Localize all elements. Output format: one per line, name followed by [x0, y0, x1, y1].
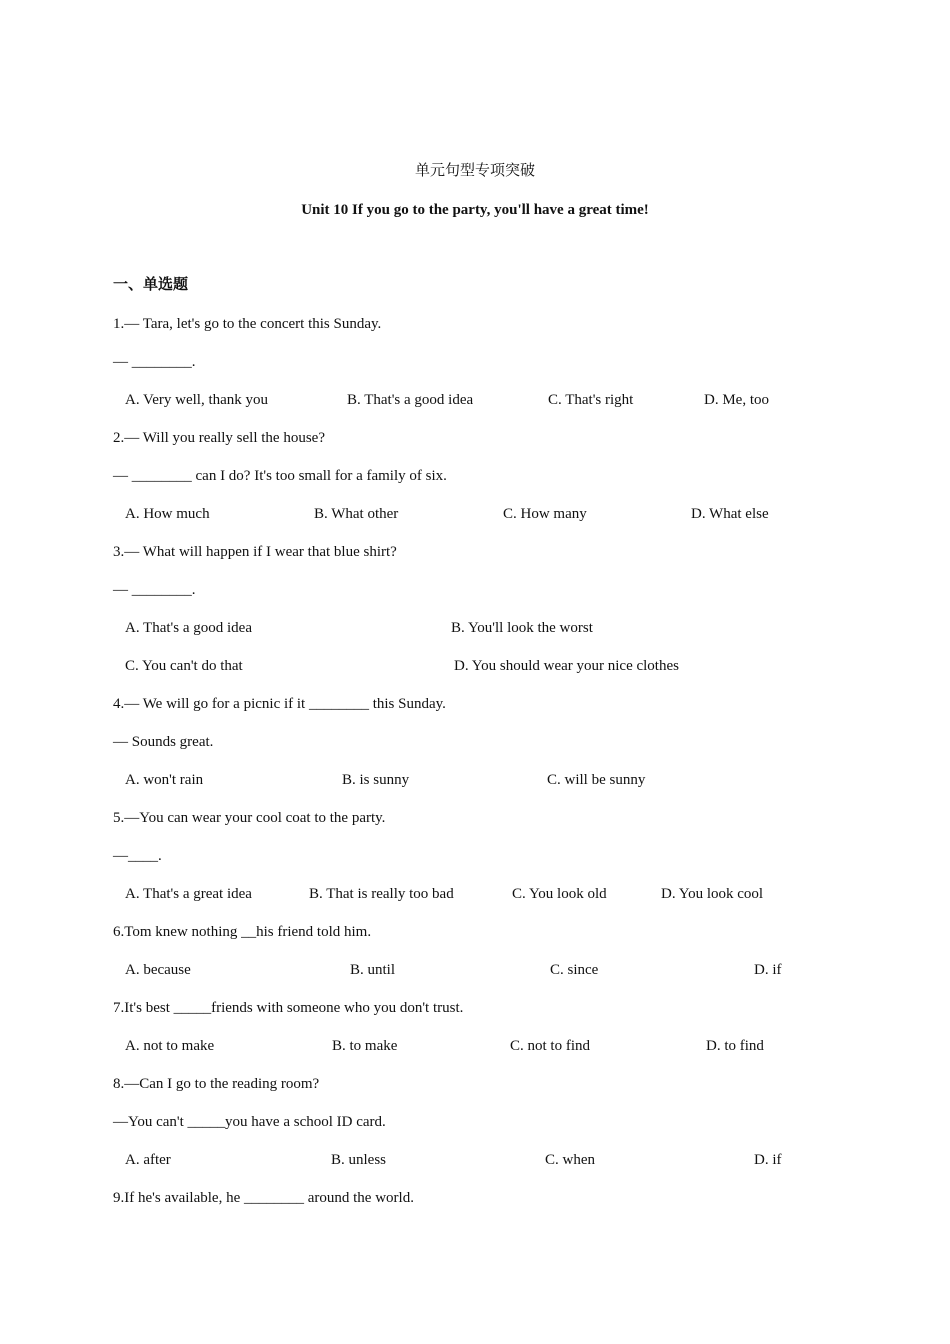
question-3-option-c[interactable]: C. You can't do that	[125, 658, 243, 674]
question-6-option-b[interactable]: B. until	[350, 962, 396, 978]
question-8-response: —You can't _____you have a school ID card.	[113, 1114, 386, 1130]
question-8-option-c[interactable]: C. when	[545, 1152, 595, 1168]
question-7-option-c[interactable]: C. not to find	[510, 1038, 591, 1054]
question-3-option-a[interactable]: A. That's a good idea	[125, 620, 252, 636]
question-2-option-a[interactable]: A. How much	[125, 506, 210, 522]
question-7-option-d[interactable]: D. to find	[706, 1038, 764, 1054]
question-4-stem: 4.— We will go for a picnic if it ________ this Sunday.	[113, 696, 446, 712]
question-1-response: — ________.	[113, 354, 196, 370]
question-4-option-c[interactable]: C. will be sunny	[547, 772, 646, 788]
question-6-option-a[interactable]: A. because	[125, 962, 191, 978]
question-4-option-a[interactable]: A. won't rain	[125, 772, 204, 788]
question-8-stem: 8.—Can I go to the reading room?	[113, 1076, 320, 1092]
question-1-stem: 1.— Tara, let's go to the concert this Sunday.	[113, 316, 382, 332]
question-3-stem: 3.— What will happen if I wear that blue shirt?	[113, 544, 397, 560]
question-2-response: — ________ can I do? It's too small for a family of six.	[113, 468, 447, 484]
question-4-response: — Sounds great.	[113, 734, 214, 750]
section-heading: 一、单选题	[113, 277, 189, 293]
page-title-chinese: 单元句型专项突破	[414, 163, 535, 179]
question-7-option-a[interactable]: A. not to make	[125, 1038, 215, 1054]
question-6-option-c[interactable]: C. since	[550, 962, 599, 978]
question-3-response: — ________.	[113, 582, 196, 598]
question-1-option-c[interactable]: C. That's right	[548, 392, 634, 408]
question-8-option-d[interactable]: D. if	[754, 1152, 782, 1168]
question-1-option-b[interactable]: B. That's a good idea	[347, 392, 474, 408]
question-2-stem: 2.— Will you really sell the house?	[113, 430, 325, 446]
question-6-stem: 6.Tom knew nothing __his friend told him.	[113, 924, 372, 940]
question-9-stem: 9.If he's available, he ________ around the world.	[113, 1190, 414, 1206]
question-5-option-a[interactable]: A. That's a great idea	[125, 886, 252, 902]
question-2-option-c[interactable]: C. How many	[503, 506, 587, 522]
page-title-english: Unit 10 If you go to the party, you'll have a great time!	[301, 202, 649, 218]
question-1-option-a[interactable]: A. Very well, thank you	[125, 392, 269, 408]
question-1-option-d[interactable]: D. Me, too	[704, 392, 769, 408]
question-8-option-b[interactable]: B. unless	[331, 1152, 387, 1168]
question-5-option-c[interactable]: C. You look old	[512, 886, 607, 902]
question-7-stem: 7.It's best _____friends with someone who you don't trust.	[113, 1000, 464, 1016]
question-8-option-a[interactable]: A. after	[125, 1152, 171, 1168]
question-5-option-b[interactable]: B. That is really too bad	[309, 886, 454, 902]
question-2-option-d[interactable]: D. What else	[691, 506, 769, 522]
question-2-option-b[interactable]: B. What other	[314, 506, 399, 522]
question-5-stem: 5.—You can wear your cool coat to the party.	[113, 810, 386, 826]
question-3-option-d[interactable]: D. You should wear your nice clothes	[454, 658, 679, 674]
question-5-option-d[interactable]: D. You look cool	[661, 886, 764, 902]
question-3-option-b[interactable]: B. You'll look the worst	[451, 620, 593, 636]
question-5-response: —____.	[113, 848, 162, 864]
question-4-option-b[interactable]: B. is sunny	[342, 772, 410, 788]
question-6-option-d[interactable]: D. if	[754, 962, 782, 978]
question-7-option-b[interactable]: B. to make	[332, 1038, 398, 1054]
